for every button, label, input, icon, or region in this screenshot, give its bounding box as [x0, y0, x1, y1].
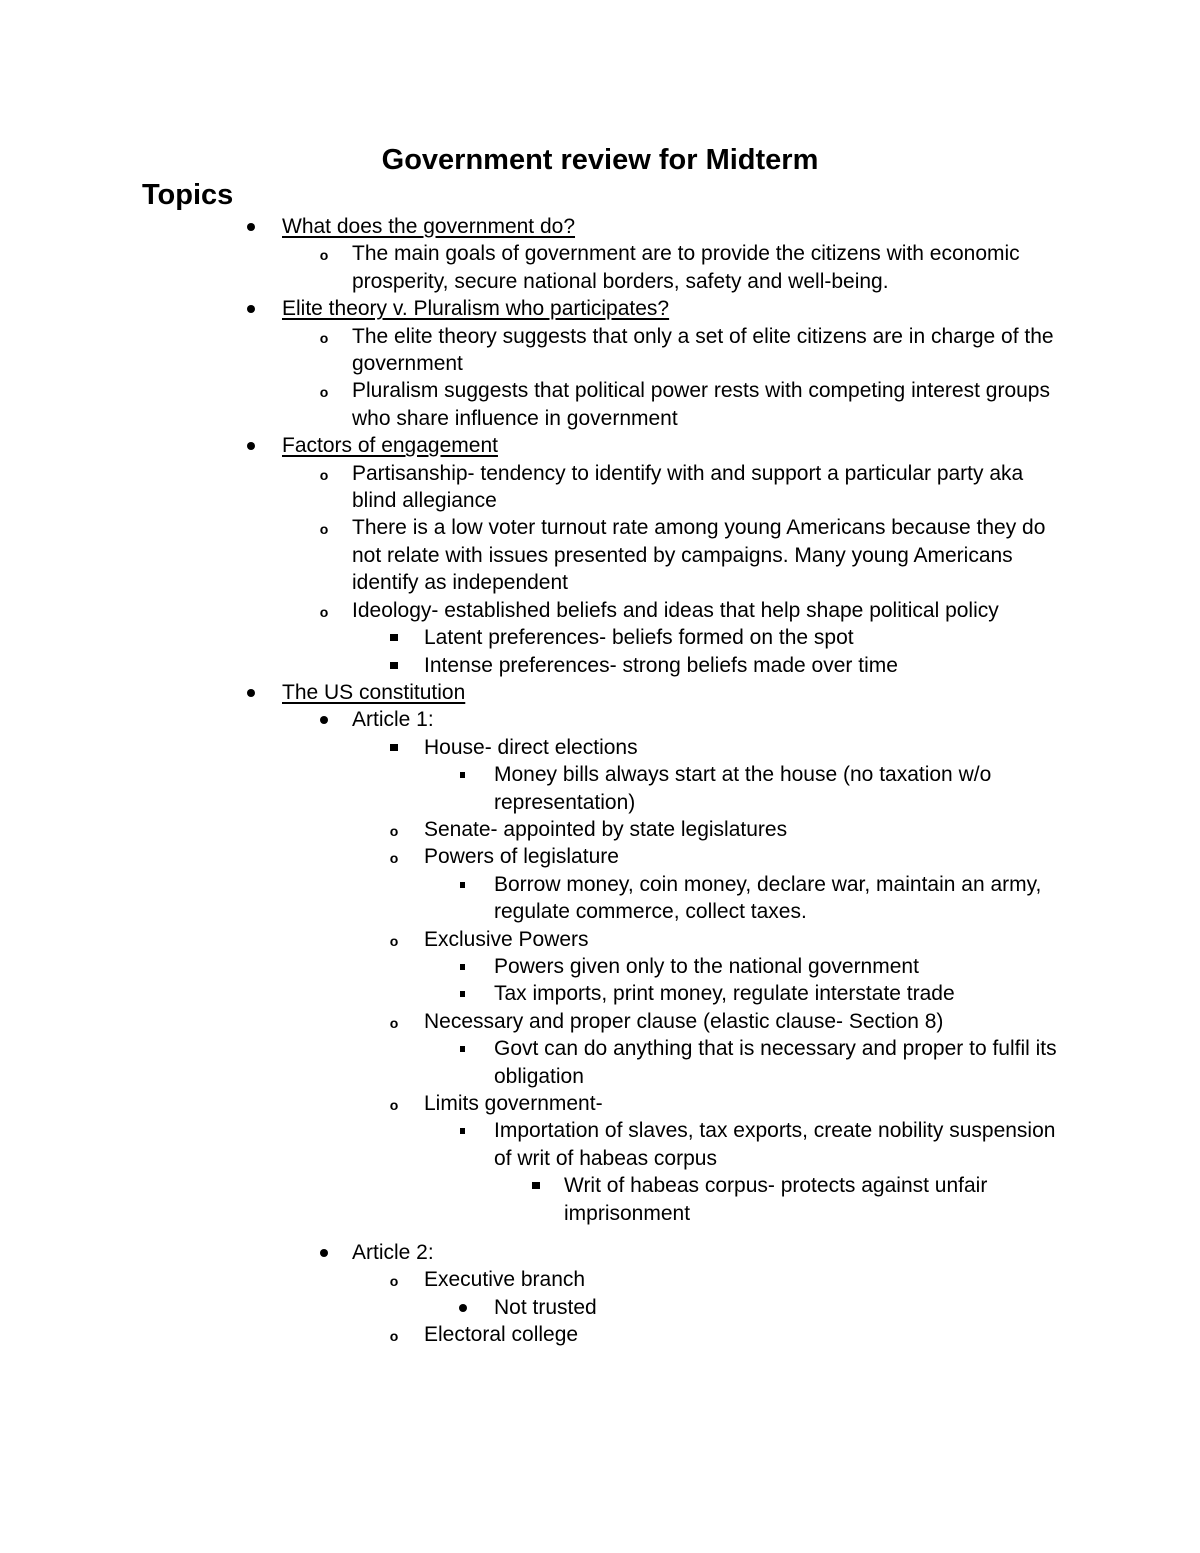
hollow-bullet-icon: o [389, 822, 399, 839]
outline-item [0, 706, 1200, 733]
outline-item [0, 761, 1200, 816]
outline-item-text: Partisanship- tendency to identify with and support a particular party aka blind allegiance [352, 461, 1024, 513]
small-square-icon [455, 871, 471, 898]
outline-item [0, 1008, 1200, 1035]
bullet-icon [243, 432, 259, 459]
hollow-bullet-icon: o [319, 603, 329, 620]
outline-item [0, 816, 1200, 843]
small-square-icon [455, 1035, 471, 1062]
small-square-icon [455, 761, 471, 788]
hollow-bullet-icon: o [389, 1273, 399, 1290]
outline-item [0, 734, 1200, 761]
outline-item [0, 953, 1200, 980]
small-square-icon [455, 953, 471, 980]
outline-item [0, 213, 1200, 240]
outline-item-text: The main goals of government are to provide the citizens with economic prosperity, secure national borders, safety and well-being. [352, 242, 1020, 293]
outline-item-text: Factors of engagement [282, 434, 498, 458]
outline-item-text: The elite theory suggests that only a set of elite citizens are in charge of the government [352, 324, 1054, 376]
outline-item-text: Powers of legislature [424, 845, 619, 869]
square-icon [386, 734, 402, 761]
outline-item-text: Pluralism suggests that political power rests with competing interest groups who share influence in government [352, 379, 1050, 430]
hollow-bullet-icon: o [389, 1014, 399, 1031]
outline-item [0, 1239, 1200, 1266]
outline-item-text: Article 1: [352, 708, 434, 732]
outline-item-text: Limits government- [424, 1092, 603, 1115]
outline-item [0, 1266, 1200, 1293]
bullet-icon [316, 706, 332, 733]
hollow-bullet-icon: o [389, 1097, 399, 1113]
outline-item-text: Electoral college [424, 1323, 579, 1347]
outline-item-text: Powers given only to the national government [494, 954, 919, 978]
outline-item [0, 1321, 1200, 1348]
outline-item [0, 624, 1200, 651]
outline-item-text: Intense preferences- strong beliefs made over time [424, 653, 898, 677]
hollow-bullet-icon: o [319, 247, 329, 264]
hollow-bullet-icon: o [389, 850, 399, 867]
bullet-icon [243, 679, 259, 706]
outline-item-text: Latent preferences- beliefs formed on the spot [424, 626, 854, 650]
bullet-icon [316, 1239, 332, 1266]
hollow-bullet-icon: o [319, 329, 329, 346]
outline-item-text: Tax imports, print money, regulate interstate trade [494, 982, 955, 1006]
outline-item-text: House- direct elections [424, 735, 638, 759]
outline-item [0, 597, 1200, 624]
outline-item-text: Senate- appointed by state legislatures [424, 817, 788, 841]
square-icon [528, 1172, 544, 1199]
outline-item [0, 295, 1200, 322]
document-title: Government review for Midterm [381, 144, 819, 176]
outline-item-text: Executive branch [424, 1268, 586, 1292]
outline-item [0, 871, 1200, 926]
bullet-icon [243, 295, 259, 322]
square-icon [386, 652, 402, 679]
outline-item [0, 1294, 1200, 1321]
outline-item [0, 843, 1200, 870]
outline-item-text: Not trusted [494, 1295, 597, 1319]
outline-item [0, 460, 1200, 515]
hollow-bullet-icon: o [319, 466, 329, 483]
square-icon [386, 624, 402, 651]
hollow-bullet-icon: o [389, 932, 399, 949]
outline-item [0, 652, 1200, 679]
outline-item [0, 514, 1200, 596]
outline-item [0, 377, 1200, 432]
hollow-bullet-icon: o [389, 1328, 399, 1345]
outline-item-text: Govt can do anything that is necessary and proper to fulfil its obligation [494, 1037, 1057, 1088]
outline-item-text: The US constitution [282, 680, 466, 704]
outline-item [0, 1172, 1200, 1227]
small-square-icon [455, 1117, 471, 1144]
outline-item-text: Writ of habeas corpus- protects against unfair imprisonment [564, 1174, 988, 1225]
hollow-bullet-icon: o [319, 521, 329, 538]
small-square-icon [455, 980, 471, 1007]
outline-item [0, 926, 1200, 953]
hollow-bullet-icon: o [319, 384, 329, 401]
outline-item [0, 323, 1200, 378]
outline-item [0, 1035, 1200, 1090]
outline-item [0, 1117, 1200, 1172]
outline-item-text: Elite theory v. Pluralism who participates? [282, 297, 670, 321]
outline-item-text: Necessary and proper clause (elastic clause- Section 8) [424, 1009, 944, 1033]
outline-item-text: There is a low voter turnout rate among young Americans because they do not relate with issues presented by campaigns. Many young Americans identify as independent [352, 516, 1046, 595]
outline-item [0, 980, 1200, 1007]
section-heading-topics: Topics [142, 179, 234, 211]
outline-item-text: What does the government do? [282, 215, 576, 238]
outline-item-text: Exclusive Powers [424, 927, 589, 951]
outline-item-text: Borrow money, coin money, declare war, maintain an army, regulate commerce, collect taxes. [494, 872, 1042, 924]
outline-item-text: Money bills always start at the house (no taxation w/o representation) [494, 763, 992, 814]
outline-item [0, 1090, 1200, 1117]
bullet-icon [243, 213, 259, 240]
outline-item-text: Importation of slaves, tax exports, create nobility suspension of writ of habeas corpus [494, 1119, 1056, 1170]
outline-item [0, 679, 1200, 706]
outline-item-text: Ideology- established beliefs and ideas that help shape political policy [352, 598, 999, 622]
outline-item-text: Article 2: [352, 1241, 434, 1265]
outline-item [0, 240, 1200, 295]
outline-item [0, 432, 1200, 459]
bullet-icon [455, 1294, 471, 1321]
topics-outline [0, 213, 1200, 1349]
